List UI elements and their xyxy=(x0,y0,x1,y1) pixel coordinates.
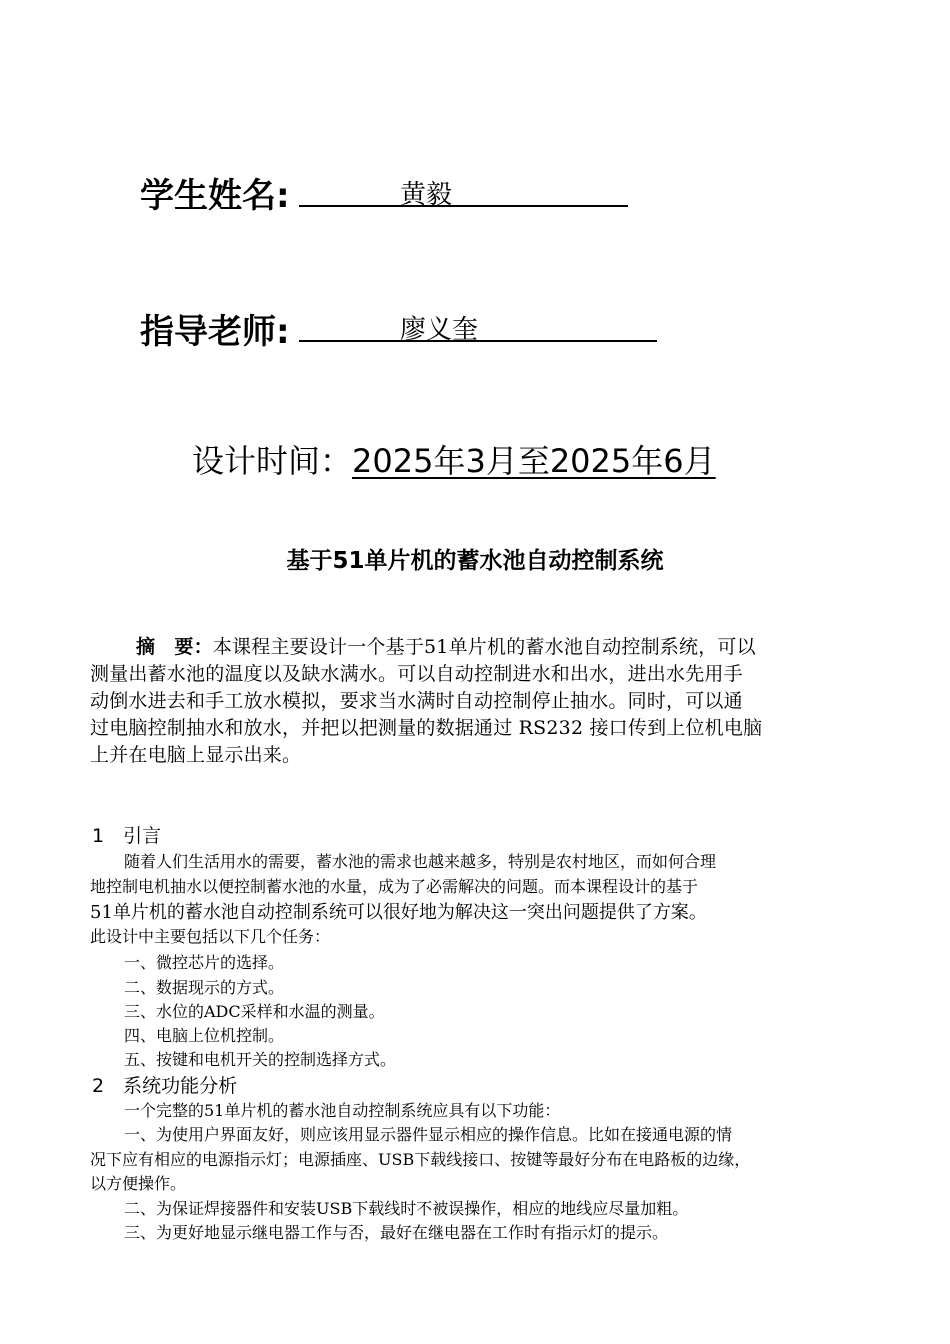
task-item-5: 五、按键和电机开关的控制选择方式。 xyxy=(124,1050,397,1069)
section-2-line-3: 况下应有相应的电源指示灯；电源插座、USB下载线接口、按键等最好分布在电路板的边缘， xyxy=(90,1150,751,1169)
section-2-line-4: 以方便操作。 xyxy=(90,1174,187,1193)
task-item-2: 二、数据现示的方式。 xyxy=(124,978,285,997)
section-2-line-2: 一、为使用户界面友好，则应该用显示器件显示相应的操作信息。比如在接通电源的情 xyxy=(124,1125,733,1144)
student-name-label: 学生姓名: xyxy=(140,176,290,216)
student-name-value: 黄毅 xyxy=(400,180,453,210)
student-name-underline xyxy=(299,205,628,207)
abstract-line-3: 动倒水进去和手工放水模拟，要求当水满时自动控制停止抽水。同时，可以通 xyxy=(90,690,743,712)
abstract-line-5: 上并在电脑上显示出来。 xyxy=(90,744,302,766)
section-1-line-3: 51单片机的蓄水池自动控制系统可以很好地为解决这一突出问题提供了方案。 xyxy=(90,902,707,923)
abstract-line-4: 过电脑控制抽水和放水，并把以把测量的数据通过 RS232 接口传到上位机电脑 xyxy=(90,717,763,739)
section-2-line-6: 三、为更好地显示继电器工作与否，最好在继电器在工作时有指示灯的提示。 xyxy=(124,1223,669,1242)
task-item-4: 四、电脑上位机控制。 xyxy=(124,1026,285,1045)
section-1-line-4: 此设计中主要包括以下几个任务： xyxy=(90,927,331,946)
section-1-line-2: 地控制电机抽水以便控制蓄水池的水量，成为了必需解决的问题。而本课程设计的基于 xyxy=(90,877,699,896)
document-title: 基于51单片机的蓄水池自动控制系统 xyxy=(286,548,664,574)
task-item-3: 三、水位的ADC采样和水温的测量。 xyxy=(124,1002,385,1021)
section-2-line-1: 一个完整的51单片机的蓄水池自动控制系统应具有以下功能： xyxy=(124,1101,561,1120)
abstract-line-1: 摘 要：本课程主要设计一个基于51单片机的蓄水池自动控制系统，可以 xyxy=(136,636,756,658)
abstract-label: 摘 要： xyxy=(136,636,213,658)
design-time-label: 设计时间： xyxy=(192,442,353,480)
section-1-line-1: 随着人们生活用水的需要，蓄水池的需求也越来越多，特别是农村地区，而如何合理 xyxy=(124,852,717,871)
abstract-line-2: 测量出蓄水池的温度以及缺水满水。可以自动控制进水和出水，进出水先用手 xyxy=(90,663,743,685)
section-2-line-5: 二、为保证焊接器件和安装USB下载线时不被误操作，相应的地线应尽量加粗。 xyxy=(124,1199,689,1218)
task-item-1: 一、微控芯片的选择。 xyxy=(124,953,285,972)
advisor-name-label: 指导老师: xyxy=(140,312,290,352)
design-time-value: 2025年3月至2025年6月 xyxy=(352,442,716,480)
advisor-name-value: 廖义奎 xyxy=(400,315,479,345)
design-time xyxy=(192,436,716,482)
section-2-heading: 2 系统功能分析 xyxy=(92,1075,238,1097)
section-1-heading: 1 引言 xyxy=(92,825,162,847)
